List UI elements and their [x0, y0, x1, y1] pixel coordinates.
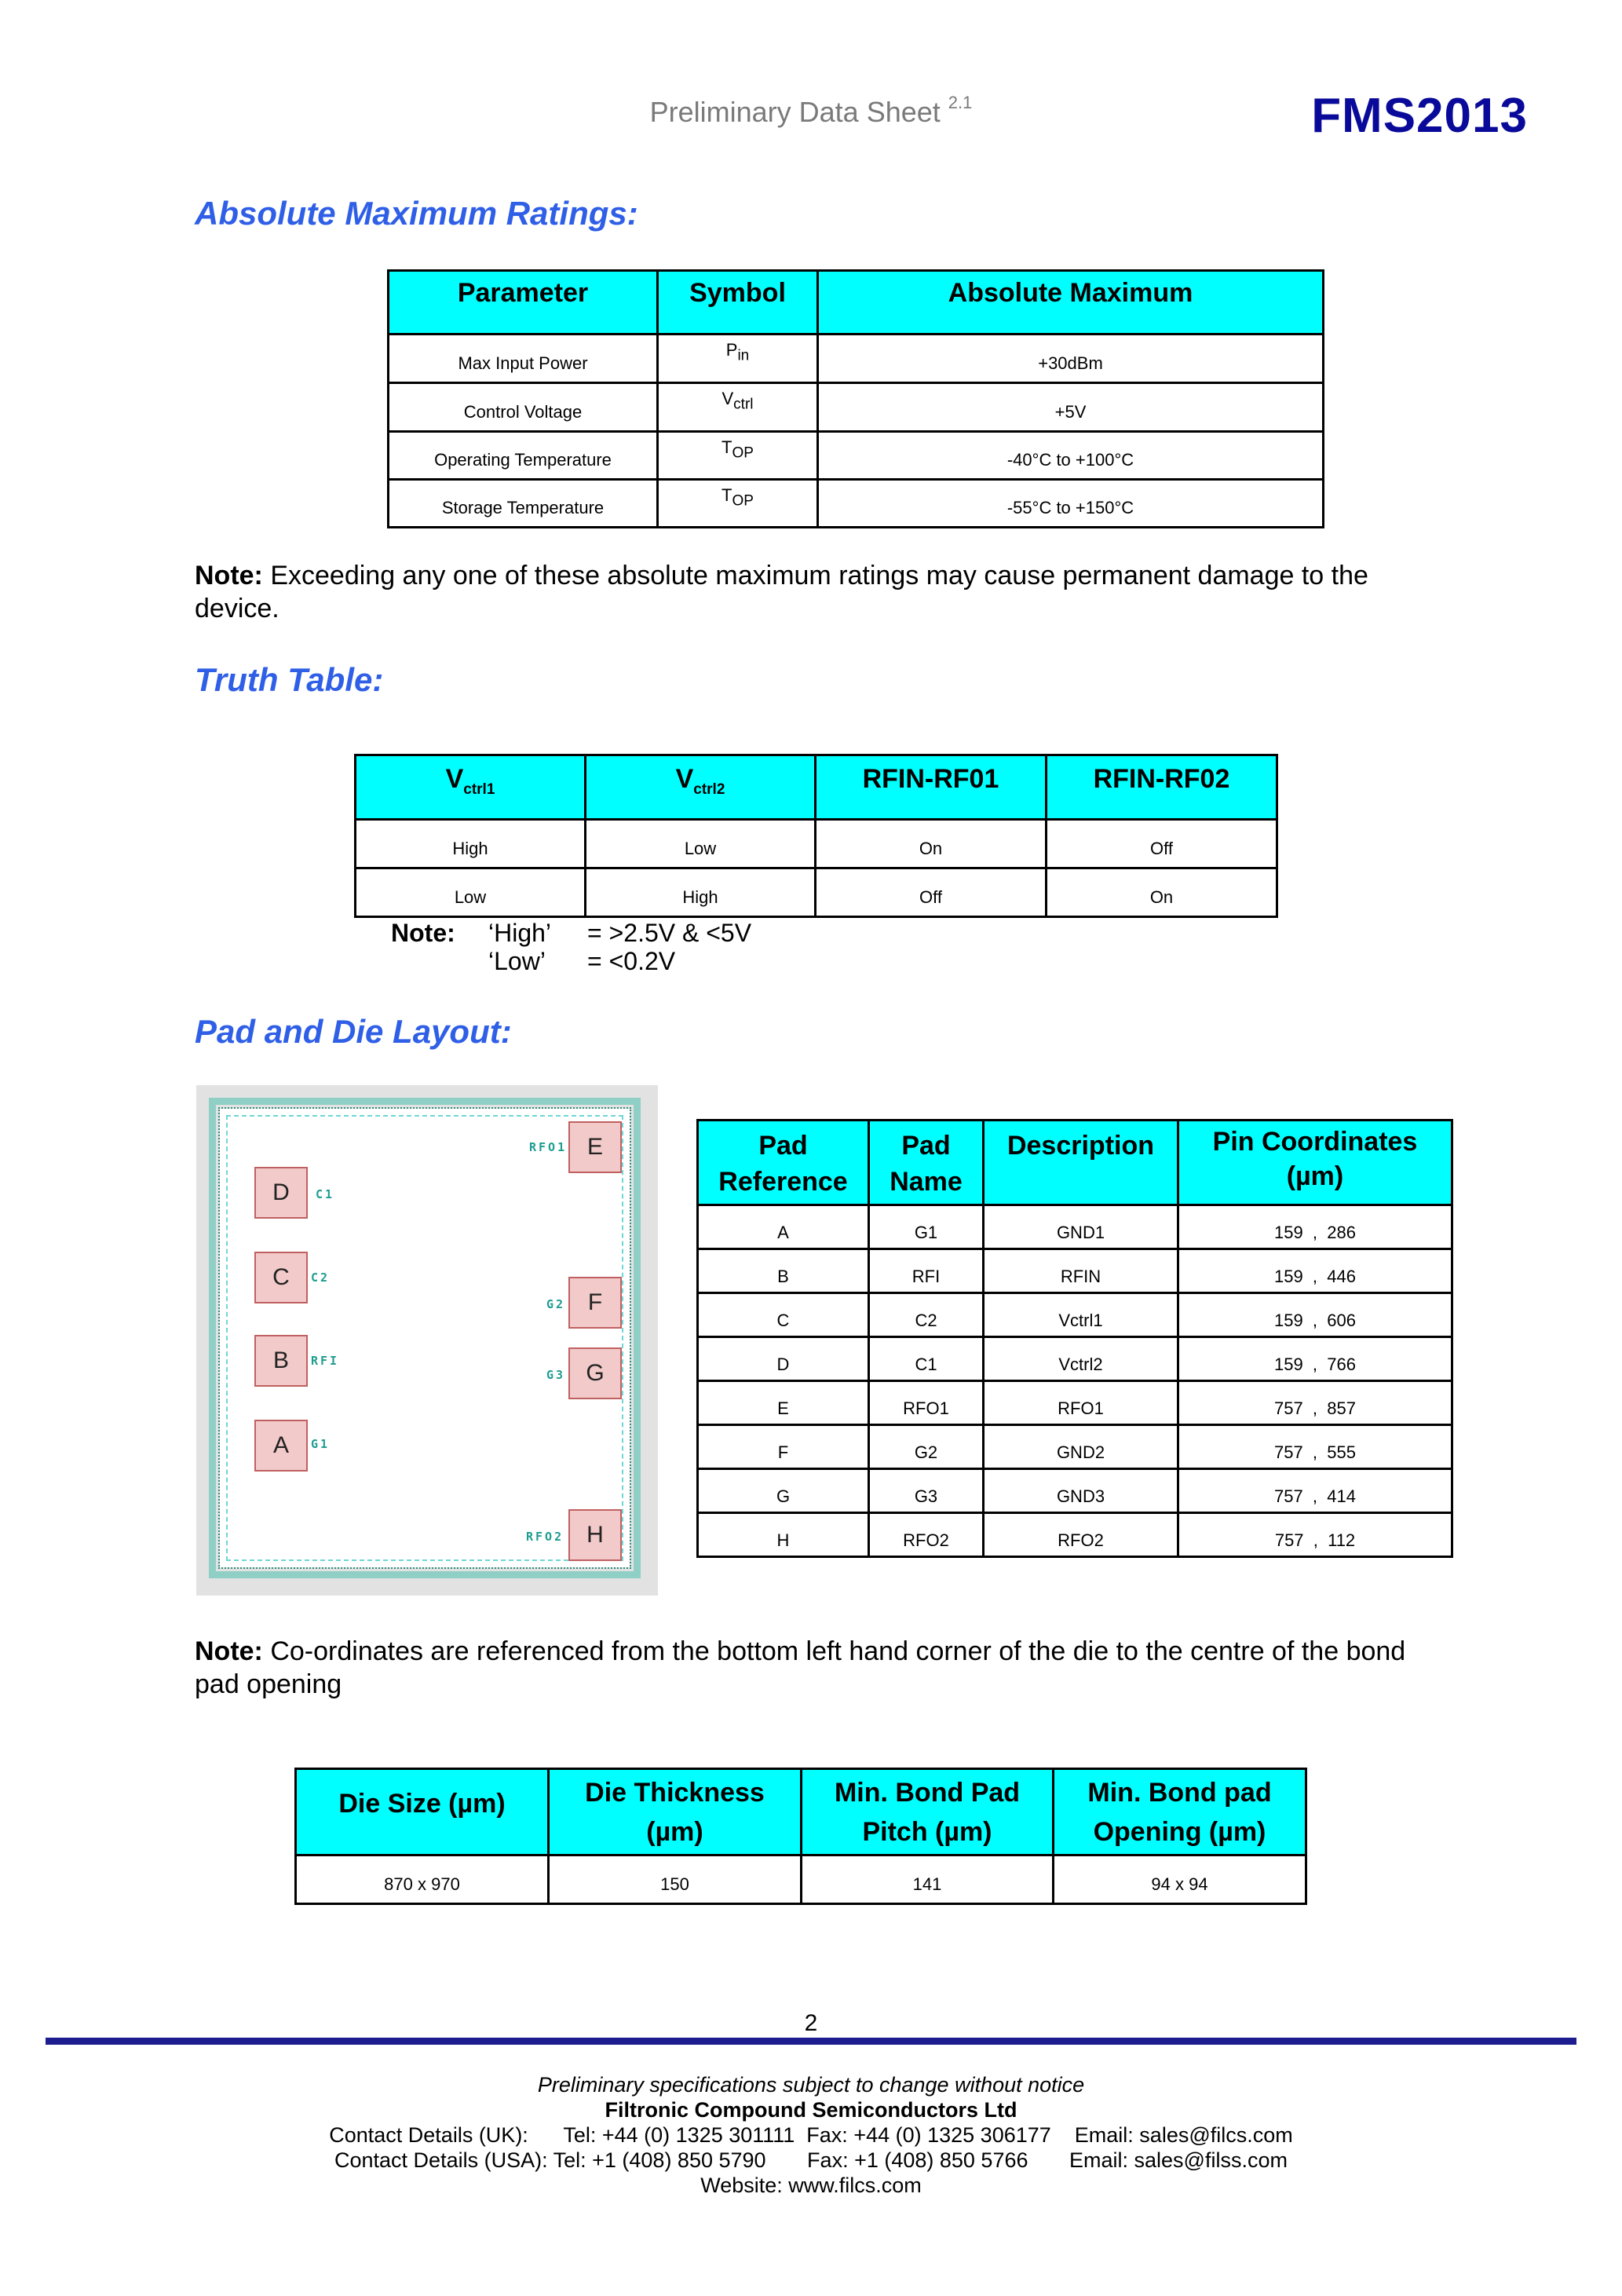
symbol-main: P — [725, 340, 738, 360]
amr-parameter: Operating Temperature — [389, 432, 658, 480]
truth-cell: Off — [816, 868, 1047, 917]
amr-max: -40°C to +100°C — [818, 432, 1324, 480]
truth-cell: Low — [356, 868, 586, 917]
amr-col-symbol: Symbol — [658, 271, 818, 335]
bond-pad-g: G — [568, 1347, 622, 1399]
pad-desc: Vctrl1 — [984, 1293, 1178, 1337]
table-row — [389, 335, 1324, 383]
pad-name: RFI — [869, 1249, 984, 1293]
truth-cell: High — [586, 868, 816, 917]
bond-pad-c: C — [254, 1252, 308, 1303]
pad-desc: RFO2 — [984, 1513, 1178, 1557]
page-number: 2 — [804, 2010, 818, 2036]
truth-col-rf01: RFIN-RF01 — [816, 755, 1047, 820]
pad-desc: GND2 — [984, 1425, 1178, 1469]
symbol-main: V — [721, 389, 734, 408]
pad-coord: 159 , 766 — [1178, 1337, 1452, 1381]
pad-label-c1: C1 — [316, 1187, 335, 1201]
table-row — [356, 868, 1277, 917]
table-row — [296, 1855, 1306, 1904]
pad-desc: RFIN — [984, 1249, 1178, 1293]
truth-cell: On — [816, 820, 1047, 868]
pad-desc: GND3 — [984, 1469, 1178, 1513]
truth-cell: Off — [1047, 820, 1277, 868]
pad-name: C1 — [869, 1337, 984, 1381]
amr-table — [387, 269, 1324, 528]
pad-name: RFO2 — [869, 1513, 984, 1557]
table-row — [698, 1337, 1452, 1381]
bond-pad-a: A — [254, 1420, 308, 1472]
header-line: Reference — [718, 1167, 848, 1197]
note-text: Exceeding any one of these absolute maximum ratings may cause permanent damage to the device. — [195, 561, 1368, 623]
truth-low-label: ‘Low’ — [488, 947, 546, 975]
truth-col-vctrl1 — [356, 755, 586, 820]
die-opening-value: 94 x 94 — [1054, 1855, 1306, 1904]
bond-pad-d: D — [254, 1167, 308, 1219]
header-line: (µm) — [1286, 1161, 1344, 1191]
amr-parameter: Max Input Power — [389, 335, 658, 383]
table-row — [698, 1205, 1452, 1249]
header-line: Pad — [901, 1131, 951, 1161]
pad-label-c2: C2 — [311, 1270, 331, 1285]
version-superscript: 2.1 — [948, 93, 973, 112]
header-line: Opening (µm) — [1093, 1817, 1266, 1847]
pad-ref: E — [698, 1381, 869, 1425]
die-thickness-value: 150 — [549, 1855, 802, 1904]
pad-ref: D — [698, 1337, 869, 1381]
footer-company: Filtronic Compound Semiconductors Ltd — [605, 2098, 1017, 2122]
amr-symbol — [658, 432, 818, 480]
truth-table — [354, 754, 1278, 918]
amr-symbol — [658, 480, 818, 528]
amr-parameter: Storage Temperature — [389, 480, 658, 528]
table-row — [389, 383, 1324, 432]
pad-label-rfi: RFI — [311, 1354, 340, 1368]
truth-cell: Low — [586, 820, 816, 868]
pad-ref: G — [698, 1469, 869, 1513]
note-label: Note: — [195, 561, 263, 590]
truth-high-value: = >2.5V & <5V — [587, 919, 752, 947]
table-row — [389, 480, 1324, 528]
pad-coord: 757 , 112 — [1178, 1513, 1452, 1557]
footer-disclaimer: Preliminary specifications subject to change without notice — [537, 2073, 1085, 2097]
amr-max: +5V — [818, 383, 1324, 432]
truth-cell: High — [356, 820, 586, 868]
amr-parameter: Control Voltage — [389, 383, 658, 432]
pad-label-g3: G3 — [546, 1368, 566, 1382]
truth-note-label: Note: — [391, 919, 455, 947]
header-line: Min. Bond pad — [1087, 1778, 1272, 1808]
table-row — [698, 1293, 1452, 1337]
header-line: Die Thickness — [585, 1778, 765, 1808]
bond-pad-e: E — [568, 1121, 622, 1173]
symbol-sub: in — [737, 347, 750, 364]
pad-coord: 159 , 446 — [1178, 1249, 1452, 1293]
die-col-thickness — [549, 1769, 802, 1855]
amr-col-max: Absolute Maximum — [818, 271, 1324, 335]
table-row — [698, 1425, 1452, 1469]
truth-cell: On — [1047, 868, 1277, 917]
die-table — [294, 1768, 1307, 1905]
footer-rule — [46, 2038, 1576, 2045]
die-col-opening — [1054, 1769, 1306, 1855]
header-line: Pin Coordinates — [1212, 1127, 1418, 1157]
pad-ref: A — [698, 1205, 869, 1249]
truth-heading: Truth Table: — [195, 661, 384, 698]
die-layout-image — [196, 1085, 658, 1596]
pad-label-rfo2: RFO2 — [526, 1530, 564, 1544]
pad-name: RFO1 — [869, 1381, 984, 1425]
symbol-main: V — [675, 764, 694, 794]
pad-ref: F — [698, 1425, 869, 1469]
pad-table — [696, 1119, 1453, 1558]
title-text: Preliminary Data Sheet — [649, 96, 941, 128]
header-line: (µm) — [646, 1817, 703, 1847]
symbol-sub: OP — [732, 444, 754, 462]
symbol-sub: ctrl2 — [693, 781, 725, 798]
header-line: Pad — [758, 1131, 808, 1161]
die-col-pitch — [802, 1769, 1054, 1855]
pad-name: G2 — [869, 1425, 984, 1469]
pad-coord: 159 , 606 — [1178, 1293, 1452, 1337]
bond-pad-f: F — [568, 1277, 622, 1329]
amr-max: +30dBm — [818, 335, 1324, 383]
footer-website: Website: www.filcs.com — [700, 2174, 922, 2197]
pad-coord: 757 , 857 — [1178, 1381, 1452, 1425]
footer-contact-usa: Contact Details (USA): Tel: +1 (408) 850 5790 Fax: +1 (408) 850 5766 Email: sales@filss.com — [334, 2148, 1288, 2172]
table-row — [356, 820, 1277, 868]
symbol-main: V — [445, 764, 464, 794]
pad-name: G1 — [869, 1205, 984, 1249]
amr-max: -55°C to +150°C — [818, 480, 1324, 528]
symbol-sub: ctrl1 — [463, 781, 495, 798]
amr-symbol — [658, 383, 818, 432]
amr-symbol — [658, 335, 818, 383]
pad-ref: H — [698, 1513, 869, 1557]
table-row — [698, 1469, 1452, 1513]
pad-col-coordinates — [1178, 1121, 1452, 1205]
die-pitch-value: 141 — [802, 1855, 1054, 1904]
pad-name: C2 — [869, 1293, 984, 1337]
pad-label-rfo1: RFO1 — [529, 1140, 568, 1154]
pad-heading: Pad and Die Layout: — [195, 1013, 512, 1050]
bond-pad-b: B — [254, 1335, 308, 1387]
symbol-sub: ctrl — [733, 396, 754, 413]
pad-desc: Vctrl2 — [984, 1337, 1178, 1381]
die-size-value: 870 x 970 — [296, 1855, 549, 1904]
header-line: Min. Bond Pad — [834, 1778, 1021, 1808]
table-row — [389, 432, 1324, 480]
table-row — [698, 1513, 1452, 1557]
symbol-main: T — [721, 437, 732, 457]
pad-desc: RFO1 — [984, 1381, 1178, 1425]
truth-header-row — [356, 755, 1277, 820]
pad-col-name — [869, 1121, 984, 1205]
pad-ref: C — [698, 1293, 869, 1337]
pad-col-reference — [698, 1121, 869, 1205]
amr-header-row — [389, 271, 1324, 335]
amr-col-parameter: Parameter — [389, 271, 658, 335]
pad-label-g1: G1 — [311, 1437, 331, 1451]
truth-high-label: ‘High’ — [488, 919, 552, 947]
die-col-size — [296, 1769, 549, 1855]
pad-coord: 159 , 286 — [1178, 1205, 1452, 1249]
pad-note — [195, 1635, 1419, 1701]
note-label: Note: — [195, 1636, 263, 1666]
pad-header-row — [698, 1121, 1452, 1205]
pad-desc: GND1 — [984, 1205, 1178, 1249]
table-row — [698, 1249, 1452, 1293]
truth-col-rf02: RFIN-RF02 — [1047, 755, 1277, 820]
pad-col-description: Description — [984, 1121, 1178, 1205]
die-header-row — [296, 1769, 1306, 1855]
table-row — [698, 1381, 1452, 1425]
header-line: Pitch (µm) — [862, 1817, 992, 1847]
truth-col-vctrl2 — [586, 755, 816, 820]
amr-note — [195, 559, 1419, 625]
pad-label-g2: G2 — [546, 1297, 566, 1311]
pad-coord: 757 , 414 — [1178, 1469, 1452, 1513]
symbol-sub: OP — [732, 492, 754, 510]
header-line: Die Size (µm) — [338, 1789, 506, 1819]
note-text: Co-ordinates are referenced from the bottom left hand corner of the die to the centre of the bond pad opening — [195, 1636, 1406, 1699]
bond-pad-h: H — [568, 1509, 622, 1561]
pad-name: G3 — [869, 1469, 984, 1513]
footer-contact-uk: Contact Details (UK): Tel: +44 (0) 1325 301111 Fax: +44 (0) 1325 306177 Email: sales@filcs.com — [329, 2123, 1293, 2147]
pad-coord: 757 , 555 — [1178, 1425, 1452, 1469]
header-line: Name — [890, 1167, 963, 1197]
pad-ref: B — [698, 1249, 869, 1293]
part-number: FMS2013 — [1311, 89, 1528, 143]
symbol-main: T — [721, 485, 732, 505]
truth-low-value: = <0.2V — [587, 947, 676, 975]
amr-heading: Absolute Maximum Ratings: — [195, 195, 638, 232]
